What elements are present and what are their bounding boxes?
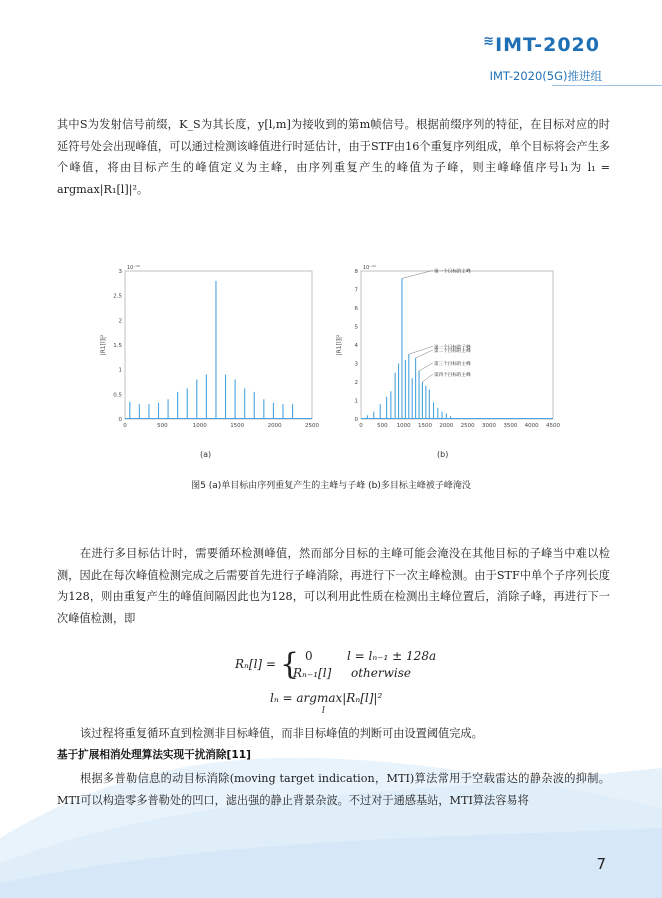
x-tick-label: 0 (359, 423, 363, 429)
y-tick-label: 8 (354, 269, 358, 275)
figure-b (333, 261, 563, 437)
figure-label-a: (a) (200, 450, 212, 459)
x-tick-label: 4500 (546, 423, 560, 429)
formula-2-sub: l (322, 706, 325, 716)
annotation-label: 第三个目标的主峰 (433, 361, 471, 367)
x-tick-label: 2500 (305, 423, 319, 429)
plot-area (125, 271, 312, 419)
logo-wifi-icon: ≋ (483, 34, 496, 49)
y-tick-label: 7 (354, 287, 358, 294)
paragraph-2: 在进行多目标估计时，需要循环检测峰值，然而部分目标的主峰可能会淹没在其他目标的子峰当中难以检测，因此在每次峰值检测完成之后需要首先进行子峰消除，再进行下一次主峰检测。由于STF中单个子序列长度为128，则由重复产生的峰值间隔因此也为128，可以利用此性质在检测出主峰位置后，消除子峰，再进行下一次峰值检测，即 (57, 547, 610, 625)
scale-note: 10⁻¹¹ (363, 265, 377, 271)
x-tick-label: 500 (157, 423, 168, 429)
x-tick-label: 1500 (418, 423, 432, 429)
x-tick-label: 0 (123, 423, 127, 429)
y-tick-label: 3 (354, 361, 358, 368)
x-tick-label: 2000 (267, 423, 282, 429)
chart-a (97, 261, 322, 433)
y-tick-label: 0 (118, 417, 122, 423)
x-tick-label: 1500 (230, 423, 245, 429)
x-tick-label: 3000 (482, 423, 496, 429)
y-tick-label: 2 (118, 318, 122, 325)
paragraph-4: 根据多普勒信息的动目标消除(moving target indication，MTI)算法常用于空载雷达的静杂波的抑制。MTI可以构造零多普勒处的凹口，滤出强的静止背景杂波。不过对于通感基站，MTI算法容易将 (57, 772, 610, 807)
annotation-label: 第一个目标的子峰 (433, 345, 471, 351)
y-tick-label: 1.5 (113, 343, 122, 349)
y-tick-label: 5 (354, 324, 358, 331)
y-tick-label: 0.5 (113, 392, 122, 399)
formula-1-case1-value: 0 (305, 649, 313, 663)
formula-2 (270, 691, 383, 716)
x-tick-label: 2000 (439, 423, 454, 429)
y-tick-label: 0 (354, 417, 358, 423)
formula-1-brace: { (280, 647, 300, 682)
brand-logo: ≋IMT-2020 (483, 34, 600, 56)
x-tick-label: 4000 (524, 423, 539, 429)
x-tick-label: 1000 (396, 423, 411, 429)
y-tick-label: 2 (354, 380, 358, 386)
y-axis-label: |R1[l]|² (336, 334, 343, 356)
x-tick-label: 2500 (460, 423, 475, 429)
x-tick-label: 3500 (503, 423, 518, 429)
figure-label-b: (b) (437, 450, 449, 459)
formula-1-case1-cond: l = lₙ₋₁ ± 128a (347, 649, 437, 663)
header-subtitle: IMT-2020(5G)推进组 (489, 69, 602, 83)
formula-1-lhs: Rₙ[l] = (235, 657, 276, 671)
paragraph-3: 该过程将重复循环直到检测非目标峰值，而非目标峰值的判断可由设置阈值完成。 (80, 727, 483, 740)
figure-caption: 图5 (a)单目标由序列重复产生的主峰与子峰 (b)多目标主峰被子峰淹没 (191, 481, 471, 491)
formula-1-case2-value: Rₙ₋₁[l] (293, 666, 332, 680)
y-axis-label: |R1[l]|² (100, 334, 107, 356)
y-tick-label: 1 (354, 398, 358, 405)
paragraph-1: 其中S为发射信号前缀，K_S为其长度，y[l,m]为接收到的第m帧信号。根据前缀序列的特征，在目标对应的时延符号处会出现峰值，可以通过检测该峰值进行时延估计，由于STF由16个重复序列组成，单个目标将会产生多个峰值，将由目标产生的峰值定义为主峰，由序列重复产生的峰值为子峰，则主峰峰值序号l₁为 l₁ = argmax|R₁[l]|²。 (57, 118, 610, 196)
page-number: 7 (596, 855, 606, 873)
header-divider (552, 85, 662, 86)
y-tick-label: 4 (354, 343, 358, 349)
formula-1-case2-cond: otherwise (351, 666, 411, 680)
scale-note: 10⁻¹² (127, 265, 141, 271)
x-tick-label: 1000 (192, 423, 207, 429)
formula-2-text: lₙ = argmax|Rₙ[l]|² (270, 691, 383, 705)
y-tick-label: 6 (354, 306, 358, 312)
annotation-label: 第四个目标的主峰 (433, 373, 471, 378)
annotation-label: 第二个目标的主峰 (433, 348, 471, 354)
annotation-label: 第一个目标的主峰 (433, 269, 471, 275)
chart-b (333, 261, 563, 433)
x-tick-label: 500 (377, 423, 388, 429)
y-tick-label: 3 (118, 269, 122, 275)
y-tick-label: 2.5 (113, 293, 122, 300)
y-tick-label: 1 (118, 367, 122, 374)
section-title: 基于扩展相消处理算法实现干扰消除[11] (57, 749, 251, 761)
figure-a (97, 261, 322, 437)
